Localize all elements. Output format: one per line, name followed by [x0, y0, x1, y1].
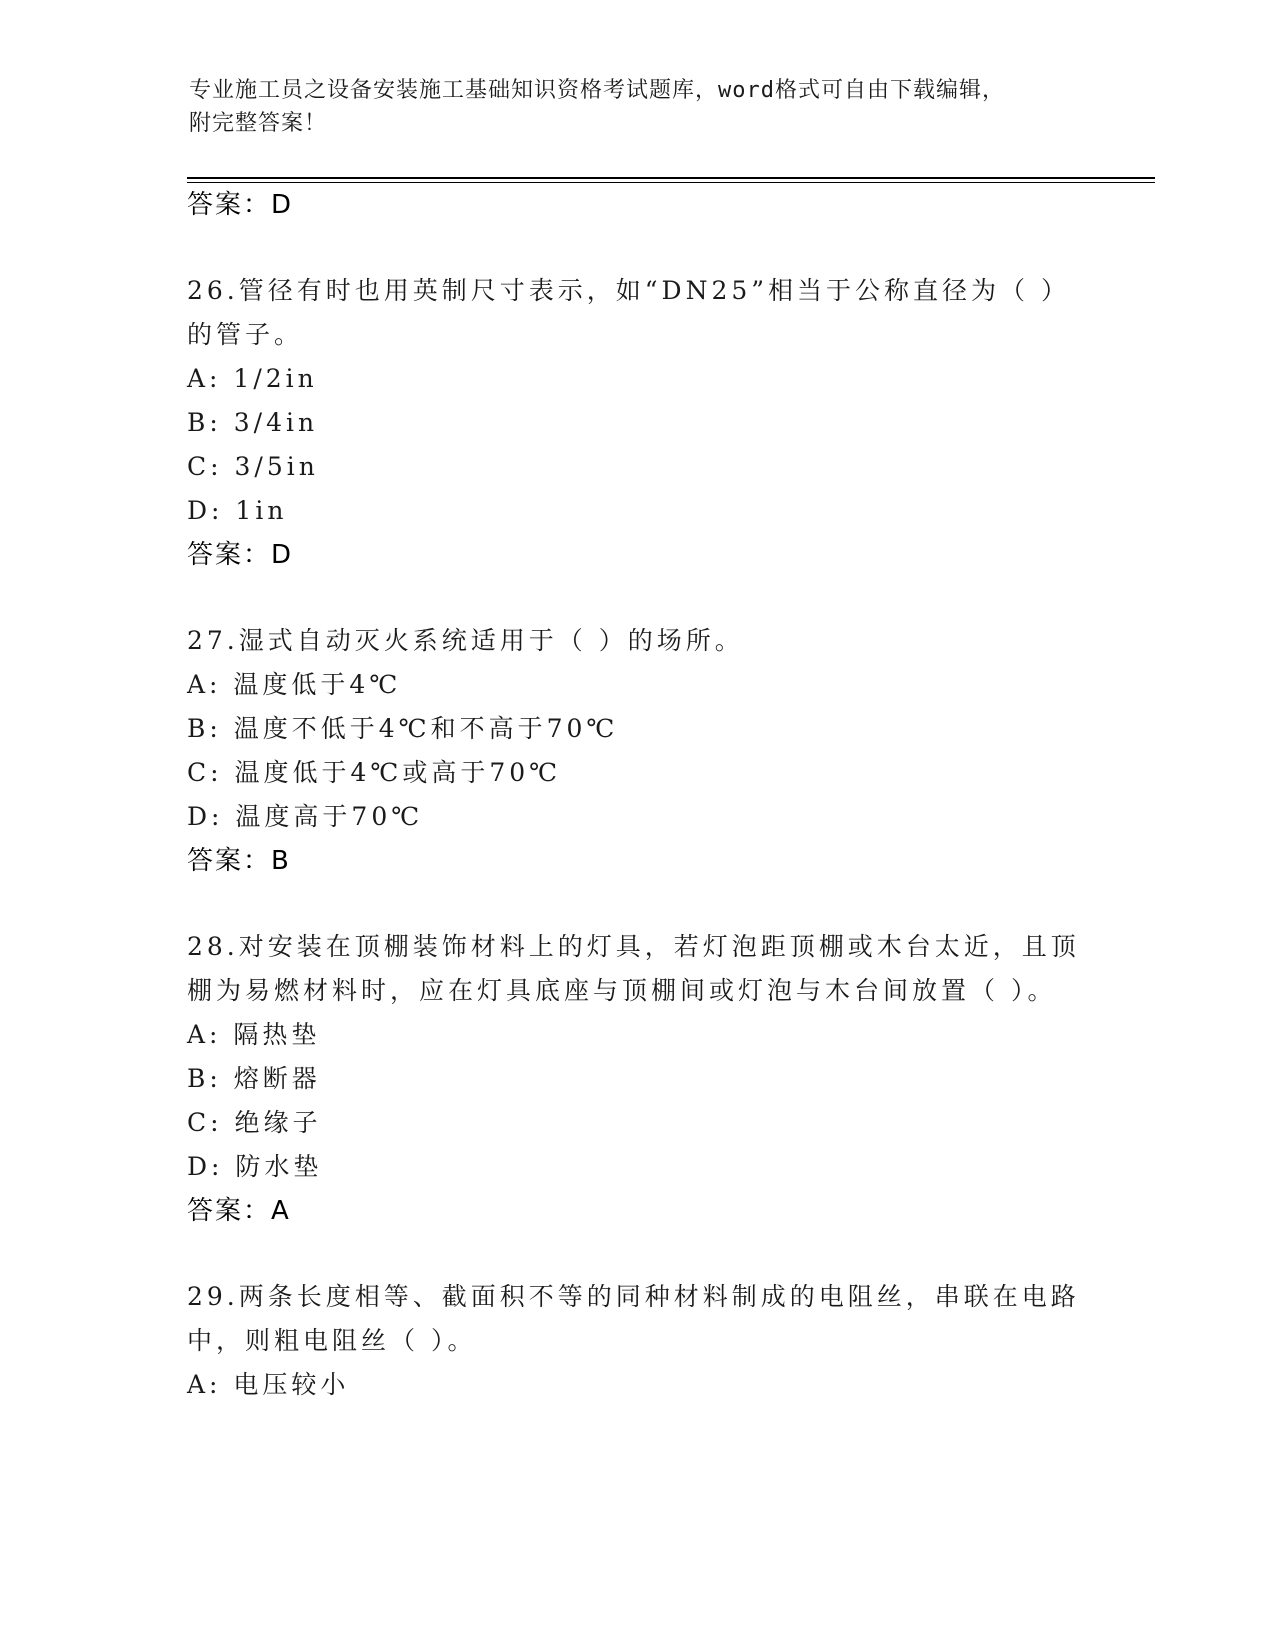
- question-29-stem-line-1: 29.两条长度相等、截面积不等的同种材料制成的电阻丝，串联在电路: [187, 1282, 1080, 1311]
- header-divider-thin: [187, 182, 1155, 183]
- question-26-option-b: B: 3/4in: [187, 408, 319, 437]
- question-27-option-d: D: 温度高于70℃: [187, 802, 424, 831]
- question-27-option-c: C: 温度低于4℃或高于70℃: [187, 758, 562, 787]
- header-divider-thick: [187, 177, 1155, 179]
- document-header: [189, 74, 1089, 140]
- question-26-option-d: D: 1in: [187, 496, 288, 525]
- question-28-option-c: C: 绝缘子: [187, 1108, 322, 1137]
- question-27-stem-line-1: 27.湿式自动灭火系统适用于（ ）的场所。: [187, 626, 744, 655]
- question-26-stem-line-2: 的管子。: [187, 320, 304, 349]
- question-28-stem-line-2: 棚为易燃材料时，应在灯具底座与顶棚间或灯泡与木台间放置（ ）。: [187, 976, 1057, 1005]
- question-28-answer: 答案：A: [187, 1196, 291, 1226]
- question-28-option-a: A: 隔热垫: [187, 1020, 321, 1049]
- header-line-1: 专业施工员之设备安装施工基础知识资格考试题库，word格式可自由下载编辑，: [189, 78, 1005, 103]
- question-27-option-a: A: 温度低于4℃: [187, 670, 402, 699]
- header-line-2: 附完整答案！: [189, 111, 328, 136]
- question-27-answer: 答案：B: [187, 846, 291, 876]
- question-29-option-a: A: 电压较小: [187, 1370, 350, 1399]
- question-28-option-d: D: 防水垫: [187, 1152, 323, 1181]
- question-26-answer: 答案：D: [187, 540, 294, 570]
- question-26-stem-line-1: 26.管径有时也用英制尺寸表示，如“DN25”相当于公称直径为（ ）: [187, 276, 1070, 305]
- question-29-stem-line-2: 中，则粗电阻丝（ ）。: [187, 1326, 477, 1355]
- question-28-stem-line-1: 28.对安装在顶棚装饰材料上的灯具，若灯泡距顶棚或木台太近，且顶: [187, 932, 1080, 961]
- question-26-option-a: A: 1/2in: [187, 364, 318, 393]
- question-26-option-c: C: 3/5in: [187, 452, 319, 481]
- question-28-option-b: B: 熔断器: [187, 1064, 321, 1093]
- previous-answer: 答案：D: [187, 190, 294, 220]
- question-27-option-b: B: 温度不低于4℃和不高于70℃: [187, 714, 619, 743]
